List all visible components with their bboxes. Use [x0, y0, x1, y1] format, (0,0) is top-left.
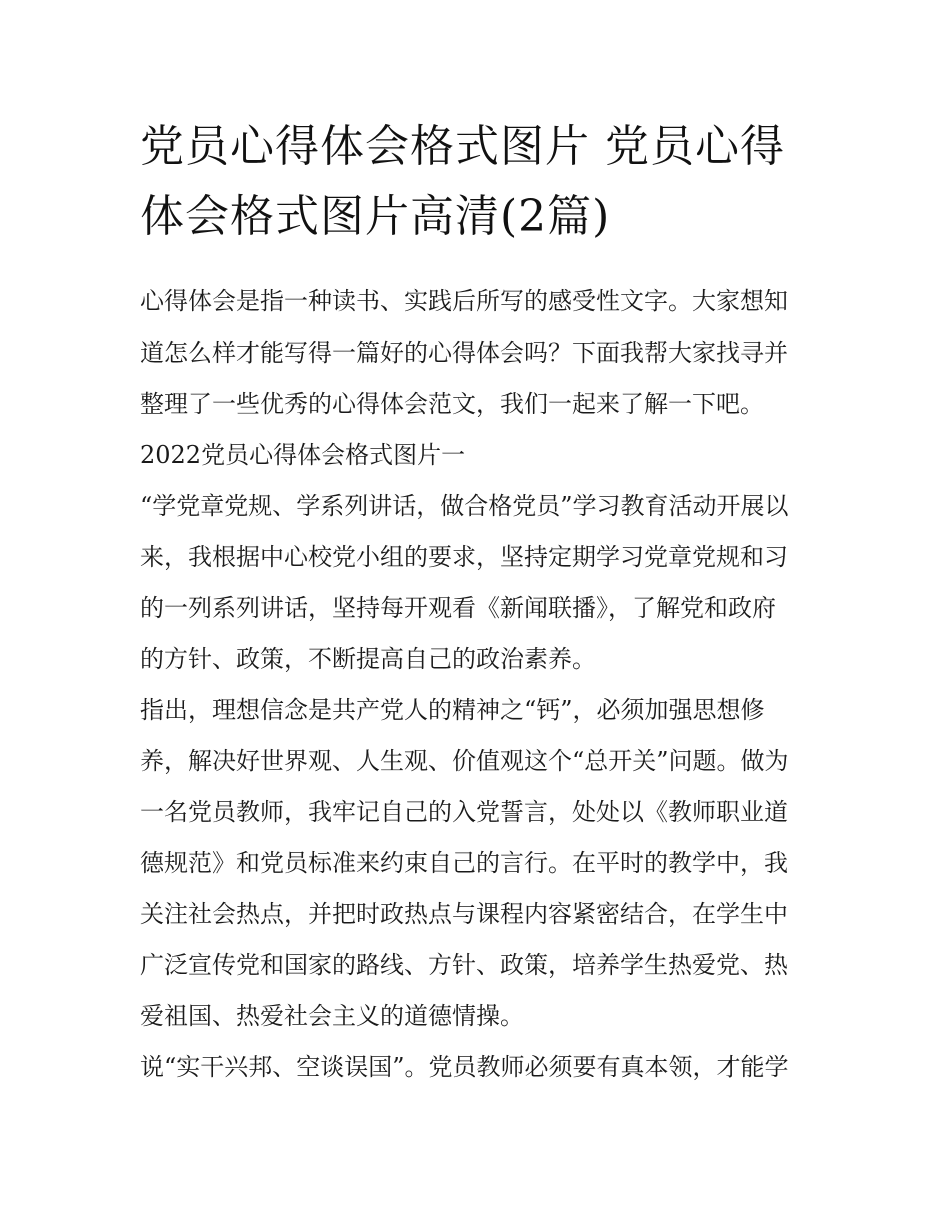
- paragraph-line: “学党章党规、学系列讲话，做合格党员”学习教育活动开展以: [140, 492, 789, 520]
- paragraph-line: 说“实干兴邦、空谈误国”。党员教师必须要有真本领，才能学: [140, 1053, 789, 1081]
- section-heading: 2022党员心得体会格式图片一: [140, 441, 466, 469]
- paragraph-line: 广泛宣传党和国家的路线、方针、政策，培养学生热爱党、热: [140, 951, 788, 979]
- paragraph-line: 养，解决好世界观、人生观、价值观这个“总开关”问题。做为: [140, 747, 789, 775]
- paragraph-line: 心得体会是指一种读书、实践后所写的感受性文字。大家想知: [140, 287, 788, 315]
- paragraph-line: 一名党员教师，我牢记自己的入党誓言，处处以《教师职业道: [140, 798, 788, 826]
- paragraph-line: 爱祖国、热爱社会主义的道德情操。: [140, 1002, 524, 1030]
- paragraph-line: 的一列系列讲话，坚持每开观看《新闻联播》，了解党和政府: [140, 594, 776, 622]
- paragraph-line: 的方针、政策，不断提高自己的政治素养。: [140, 645, 596, 673]
- paragraph-line: 道怎么样才能写得一篇好的心得体会吗？下面我帮大家找寻并: [140, 339, 788, 367]
- document-title: 党员心得体会格式图片 党员心得体会格式图片高清(2篇): [140, 121, 785, 242]
- paragraph-line: 指出，理想信念是共产党人的精神之“钙”，必须加强思想修: [140, 696, 765, 724]
- paragraph-line: 关注社会热点，并把时政热点与课程内容紧密结合，在学生中: [140, 900, 788, 928]
- paragraph-line: 整理了一些优秀的心得体会范文，我们一起来了解一下吧。: [140, 390, 764, 418]
- paragraph-line: 德规范》和党员标准来约束自己的言行。在平时的教学中，我: [140, 849, 788, 877]
- paragraph-line: 来，我根据中心校党小组的要求，坚持定期学习党章党规和习: [140, 543, 788, 571]
